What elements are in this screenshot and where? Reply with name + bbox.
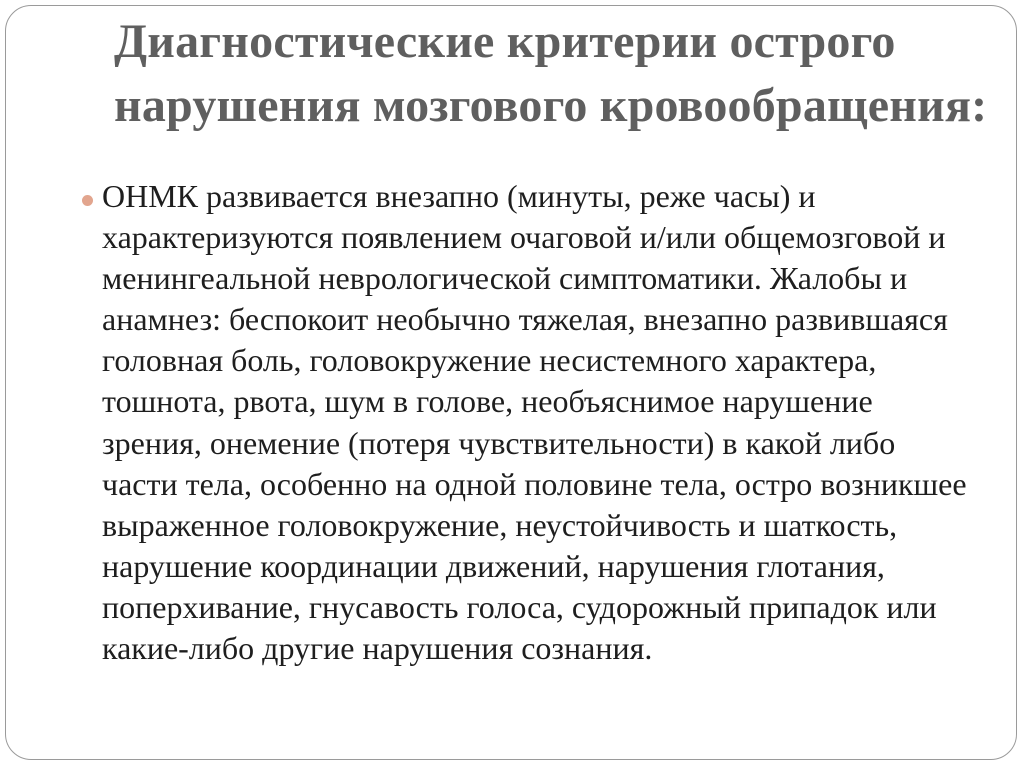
slide-frame — [5, 5, 1017, 760]
bullet-text: ОНМК развивается внезапно (минуты, реже часы) и характеризуются появлением очаговой и/или общемозговой и менингеальной неврологической симптоматики. Жалобы и анамнез: беспокоит необычно тяжелая, внезапно развившаяся головная боль, головокружение несистемного характера, тошнота, рвота, шум в голове, необъяснимое нарушение зрения, онемение (потеря чувствительности) в какой либо части тела, особенно на одной половине тела, остро возникшее выраженное головокружение, неустойчивость и шаткость, нарушение координации движений, нарушения глотания, поперхивание, гнусавость голоса, судорожный припадок или какие-либо другие нарушения сознания. — [102, 178, 967, 667]
slide-title: Диагностические критерии острого нарушения мозгового кровообращения: — [114, 15, 988, 132]
bullet-dot-icon — [82, 195, 93, 206]
